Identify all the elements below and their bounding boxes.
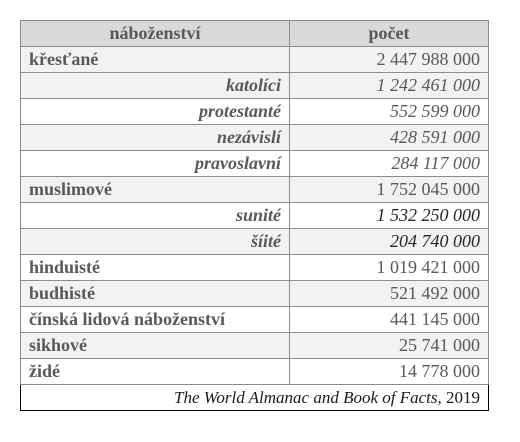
header-religion: náboženství <box>21 21 290 47</box>
religion-subgroup-name: pravoslavní <box>21 151 290 177</box>
table-row <box>21 203 489 229</box>
table-row <box>21 151 489 177</box>
table-row <box>21 99 489 125</box>
religion-subgroup-name: sunité <box>21 203 290 229</box>
religion-count: 14 778 000 <box>290 359 489 385</box>
table-row <box>21 307 489 333</box>
religion-count: 521 492 000 <box>290 281 489 307</box>
religion-count: 552 599 000 <box>290 99 489 125</box>
source-year: , 2019 <box>437 388 480 407</box>
table-row <box>21 333 489 359</box>
table-row <box>21 125 489 151</box>
religion-count: 204 740 000 <box>290 229 489 255</box>
header-count: počet <box>290 21 489 47</box>
religion-table <box>20 20 489 411</box>
religion-count: 284 117 000 <box>290 151 489 177</box>
table-row <box>21 281 489 307</box>
religion-count: 1 752 045 000 <box>290 177 489 203</box>
religion-name: čínská lidová náboženství <box>21 307 290 333</box>
religion-name: muslimové <box>21 177 290 203</box>
source-row <box>21 385 489 411</box>
table-row <box>21 177 489 203</box>
table-row <box>21 229 489 255</box>
religion-count: 25 741 000 <box>290 333 489 359</box>
religion-name: budhisté <box>21 281 290 307</box>
religion-count: 2 447 988 000 <box>290 47 489 73</box>
religion-name: židé <box>21 359 290 385</box>
religion-count: 1 532 250 000 <box>290 203 489 229</box>
religion-name: sikhové <box>21 333 290 359</box>
religion-name: křesťané <box>21 47 290 73</box>
religion-subgroup-name: protestanté <box>21 99 290 125</box>
source-title: The World Almanac and Book of Facts <box>174 388 438 407</box>
table-row <box>21 359 489 385</box>
table-row <box>21 73 489 99</box>
table-row <box>21 47 489 73</box>
religion-subgroup-name: katolíci <box>21 73 290 99</box>
religion-count: 1 242 461 000 <box>290 73 489 99</box>
religion-count: 441 145 000 <box>290 307 489 333</box>
religion-subgroup-name: šíité <box>21 229 290 255</box>
religion-subgroup-name: nezávislí <box>21 125 290 151</box>
religion-name: hinduisté <box>21 255 290 281</box>
header-row <box>21 21 489 47</box>
source-citation <box>21 385 489 411</box>
religion-count: 428 591 000 <box>290 125 489 151</box>
table-row <box>21 255 489 281</box>
religion-count: 1 019 421 000 <box>290 255 489 281</box>
